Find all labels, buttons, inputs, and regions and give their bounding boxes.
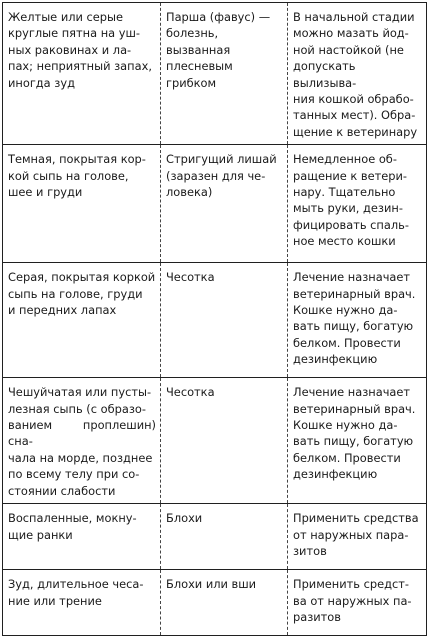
disease-cell: Чесотка: [161, 263, 288, 378]
symptom-cell: Серая, покрытая коркой сыпь на голове, груди и передних лапах: [3, 263, 161, 378]
treatment-cell: Применить средст- ва от наружных па- разитов: [288, 570, 427, 636]
disease-cell: Стригущий лишай (заразен для че- ловека): [161, 145, 288, 263]
symptom-cell: Зуд, длительное чеса- ние или трение: [3, 570, 161, 636]
symptoms-table: [2, 2, 427, 636]
document-page: [2, 2, 426, 624]
treatment-cell: Немедленное об- ращение к ветери- нару. Тщательно мыть руки, дезин- фицировать спаль- ное место кошки: [288, 145, 427, 263]
table-row: [3, 378, 427, 504]
symptom-cell: Воспаленные, мокну- щие ранки: [3, 504, 161, 570]
disease-cell: Парша (фавус) — болезнь, вызванная плесневым грибком: [161, 3, 288, 145]
table-row: [3, 504, 427, 570]
table-row: [3, 145, 427, 263]
table-row: [3, 263, 427, 378]
disease-cell: Блохи: [161, 504, 288, 570]
symptom-cell: Темная, покрытая кор- кой сыпь на голове, шее и груди: [3, 145, 161, 263]
symptom-cell: Чешуйчатая или пусты- лезная сыпь (с образо- ванием проплешин) сна- чала на морде, позднее по всему телу при со- стоянии слабости: [3, 378, 161, 504]
table-row: [3, 570, 427, 636]
table-row: [3, 3, 427, 145]
disease-cell: Чесотка: [161, 378, 288, 504]
disease-cell: Блохи или вши: [161, 570, 288, 636]
symptom-cell: Желтые или серые круглые пятна на уш- ных раковинах и ла- пах; неприятный запах, иногда зуд: [3, 3, 161, 145]
treatment-cell: Применить средства от наружных пара- зитов: [288, 504, 427, 570]
treatment-cell: Лечение назначает ветеринарный врач. Кошке нужно да- вать пищу, богатую белком. Провести дезинфекцию: [288, 263, 427, 378]
treatment-cell: В начальной стадии можно мазать йод- ной настойкой (не допускать вылизыва- ния кошкой обрабо- танных мест). Обра- щение к ветеринару: [288, 3, 427, 145]
treatment-cell: Лечение назначает ветеринарный врач. Кошке нужно да- вать пищу, богатую белком. Провести дезинфекцию: [288, 378, 427, 504]
